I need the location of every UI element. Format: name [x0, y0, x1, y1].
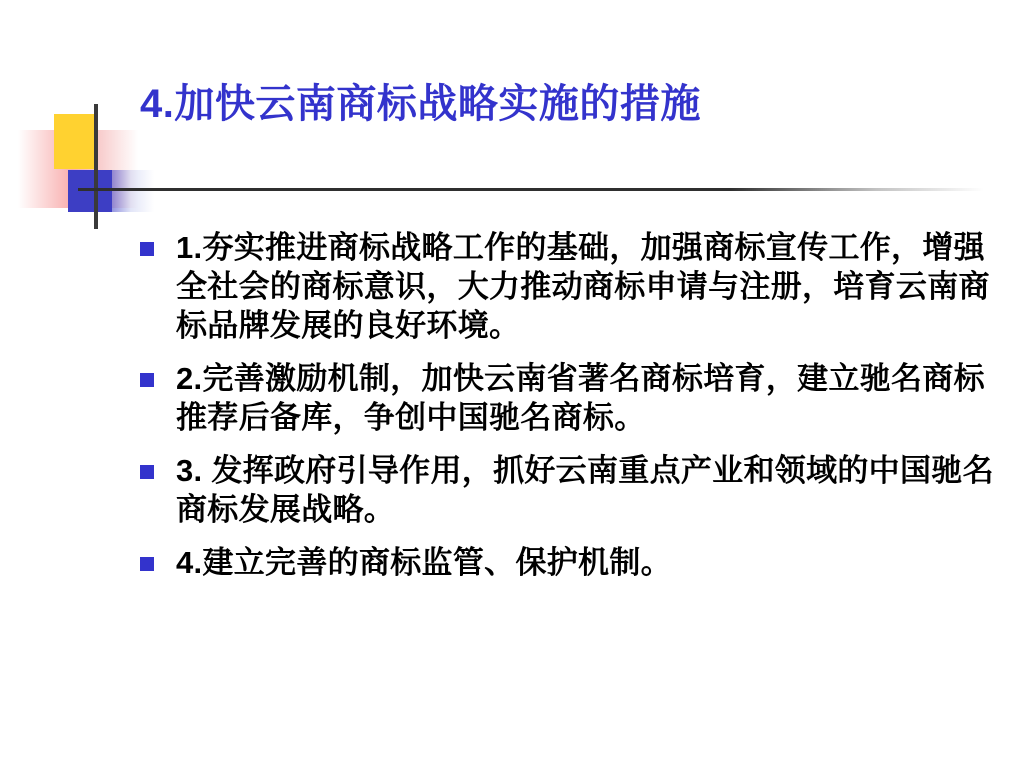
bullet-square-icon: [140, 557, 154, 571]
blue-gradient-band: [112, 170, 154, 212]
list-item: [140, 359, 1010, 437]
bullet-square-icon: [140, 373, 154, 387]
vertical-bar: [94, 104, 98, 229]
list-item: [140, 451, 1010, 529]
decorative-corner-graphic: [18, 104, 148, 234]
yellow-square: [54, 114, 98, 169]
list-item-text: 1.夯实推进商标战略工作的基础，加强商标宣传工作，增强全社会的商标意识，大力推动商标申请与注册，培育云南商标品牌发展的良好环境。: [176, 230, 990, 344]
list-item: [140, 228, 1010, 345]
title-divider: [78, 188, 984, 191]
list-item-text: 4.建立完善的商标监管、保护机制。: [176, 545, 672, 581]
list-item-text: 2.完善激励机制，加快云南省著名商标培育，建立驰名商标推荐后备库，争创中国驰名商标。: [176, 361, 985, 436]
slide-title: 4.加快云南商标战略实施的措施: [140, 82, 701, 126]
bullet-square-icon: [140, 465, 154, 479]
bullet-list: [140, 228, 1010, 596]
blue-square: [68, 170, 112, 212]
list-item: [140, 543, 1010, 582]
list-item-text: 3. 发挥政府引导作用，抓好云南重点产业和领域的中国驰名商标发展战略。: [176, 453, 994, 528]
bullet-square-icon: [140, 242, 154, 256]
